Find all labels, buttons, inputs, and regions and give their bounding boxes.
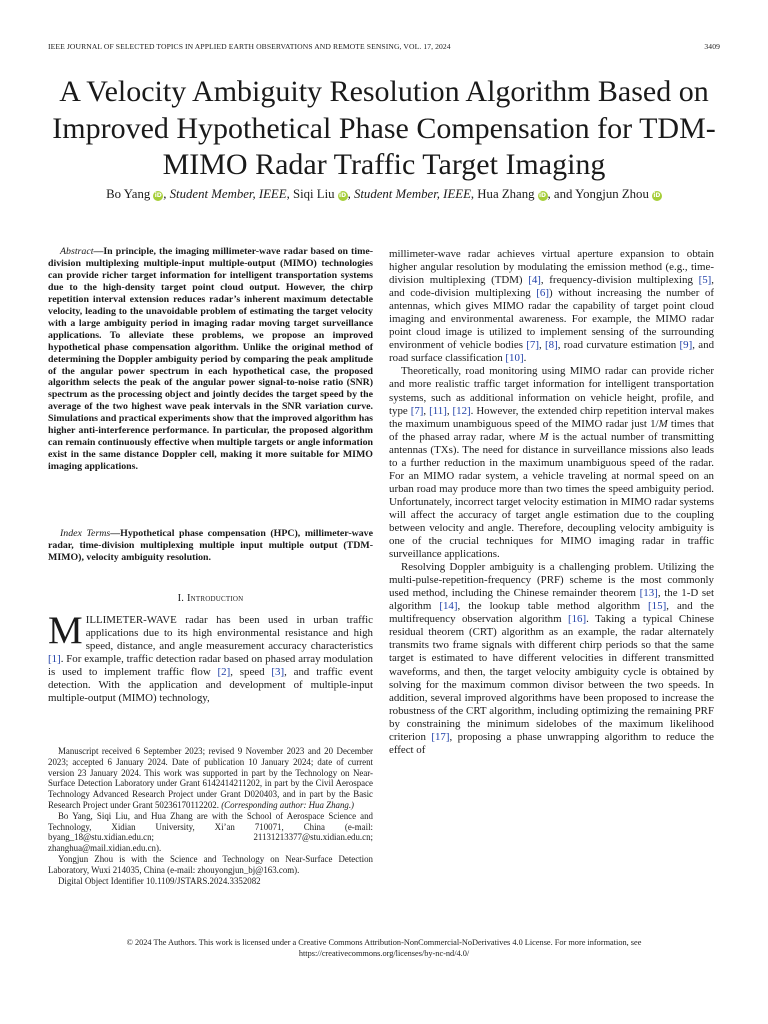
body-text: , frequency-division multiplexing [540, 274, 699, 287]
math-symbol: M [539, 430, 549, 443]
license-text: © 2024 The Authors. This work is licensed under a Creative Commons Attribution-NonCommercial-NoDerivatives 4.0 License. For more information, see [126, 938, 642, 947]
body-text: , [538, 339, 546, 352]
citation-link[interactable]: [15] [648, 600, 667, 613]
citation-link[interactable]: [16] [567, 613, 587, 626]
abstract-text: —In principle, the imaging millimeter-wave radar based on time-division multiplexing multiple-input multiple-output (MIMO) technologies can provide richer target information for intelligent transportation systems due to the high-density target point cloud output. However, the chirp repetition interval extension reduces radar’s inherent maximum detectable velocity, leading to the unavoidable problem of estimating the target velocity with a large ambiguity period in imaging radar moving target surveillance applications. To alleviate these problems, we propose an improved hypothetical phase compensation algorithm. Unlike the original method of determining the Doppler ambiguity period by comparing the peak amplitude of the angular power spectrum in each hypothetical case, the proposed algorithm selects the peak of the angular power signal-to-noise ratio (SNR) spectrum as the processing object and jointly decides the target speed by the average of the two highest wave peak intervals in the SNR variation curve. Simulations and practical experiments show that the improved algorithm has higher anti-interference performance. In particular, the proposed algorithm can remain continuously effective when multiple targets or angle information exist in the same distance Doppler cell, making it more suitable for MIMO imaging applications. [48, 246, 373, 473]
orcid-icon[interactable]: iD [339, 192, 347, 199]
citation-link[interactable]: [13] [639, 587, 658, 600]
body-text: . For example, traffic detection radar based on phased array modulation is used to implement traffic flow [48, 653, 373, 679]
author-name: , Siqi Liu [286, 187, 335, 201]
affiliation-note: Yongjun Zhou is with the Science and Technology on Near-Surface Detection Laboratory, Wuxi 214035, China (e-mail: zhouyongjun_bj@163.com). [48, 853, 373, 875]
body-text: , and the multifrequency observation algorithm [389, 600, 714, 626]
body-text: millimeter-wave radar achieves virtual aperture expansion to obtain higher angular resolution by modulating the emission method (e.g., time-division multiplexing (TDM) [389, 248, 714, 287]
citation-link[interactable]: [5] [698, 274, 712, 287]
citation-link[interactable]: [2] [217, 666, 231, 679]
body-text: . Taking a typical Chinese residual theorem (CRT) algorithm as an example, the radar alternately transmits two frame signals with different chirp periods so that the same target is estimated to have different velocities in different transmitted waveforms, and then, the target velocity ambiguity cycle is obtained by solving for the maximum common divisor between the two speeds. In addition, several improved algorithms have been proposed to increase the robustness of the CRT algorithm, including optimizing the remaining PRF by constraining the minimum sidelobes of the maximum likelihood criterion [389, 613, 714, 743]
citation-link[interactable]: [6] [536, 287, 549, 300]
section-heading: I. Introduction [177, 593, 244, 604]
citation-link[interactable]: [7] [410, 404, 424, 417]
body-text: Theoretically, road monitoring using MIMO radar can provide richer and more realistic traffic target information for intelligent transportation systems, such as additional information on vehicle height, profile, and type [389, 365, 714, 417]
index-terms [48, 528, 373, 564]
body-text: , [423, 404, 430, 417]
journal-name: IEEE JOURNAL OF SELECTED TOPICS IN APPLIED EARTH OBSERVATIONS AND REMOTE SENSING, VOL. 17, 2024 [48, 42, 451, 51]
manuscript-note: Manuscript received 6 September 2023; revised 9 November 2023 and 20 December 2023; accepted 6 January 2024. Date of publication 10 January 2024; date of current version 23 January 2024. This work was supported in part by the Technology on Near-Surface Detection Laboratory under Grant 6142414211202, in part by the Civil Aerospace Technology Advanced Research Project under Grant D020403, and in part by the Basic Research Project under Grant 50236170112202. [48, 746, 373, 810]
body-text: , and traffic event detection. With the application and development of multiple-input multiple-output (MIMO) technology, [48, 666, 373, 705]
citation-link[interactable]: [7] [526, 339, 539, 352]
right-column [389, 248, 714, 757]
corresponding-author: (Corresponding author: Hua Zhang.) [218, 799, 354, 810]
body-text: , the 1-D set algorithm [389, 587, 714, 613]
author-name: Bo Yang [106, 187, 151, 201]
citation-link[interactable]: [10] [505, 352, 524, 365]
body-text: , road curvature estimation [557, 339, 680, 352]
drop-cap: M [48, 609, 83, 652]
body-text: , speed [230, 666, 272, 679]
body-text: is the actual number of transmitting antennas (TXs). The need for distance in surveillance missions also leads to a further reduction in the maximum unambiguous speed of the radar. For an MIMO radar system, a vehicle traveling at normal speed on an urban road may produce more than two times the speed ambiguity period. Unfortunately, incorrect target velocity estimation in MIMO radar systems will affect the accuracy of target angle estimation due to the coupling between velocity and angle. Therefore, decoupling velocity ambiguity is one of the crucial techniques for MIMO imaging radar in traffic surveillance applications. [389, 430, 714, 561]
orcid-icon[interactable]: iD [154, 192, 162, 199]
body-text: times that of the phased array radar, where [389, 417, 715, 443]
citation-link[interactable]: [11] [429, 404, 447, 417]
author-role: , Student Member, IEEE [163, 187, 287, 201]
index-terms-text: —Hypothetical phase compensation (HPC), millimeter-wave radar, time-division multiplexing multiple input multiple output (TDM-MIMO), velocity ambiguity resolution. [48, 528, 373, 563]
body-text: , and code-division multiplexing [389, 274, 714, 300]
paper-title: A Velocity Ambiguity Resolution Algorithm Based on Improved Hypothetical Phase Compensation for TDM-MIMO Radar Traffic Target Imaging [52, 75, 716, 181]
math-symbol: M [658, 417, 668, 430]
author-list [40, 187, 728, 202]
citation-link[interactable]: [12] [452, 404, 471, 417]
license-url[interactable]: https://creativecommons.org/licenses/by-nc-nd/4.0/ [298, 948, 470, 958]
citation-link[interactable]: [1] [48, 653, 61, 666]
abstract-label: Abstract [60, 246, 94, 257]
author-name: , Hua Zhang [470, 187, 535, 201]
body-text: . However, the extended chirp repetition interval makes the maximum unambiguous speed of the MIMO radar just 1/ [389, 404, 714, 430]
author-name: , and Yongjun Zhou [547, 187, 649, 201]
author-role: , Student Member, IEEE [347, 187, 471, 201]
citation-link[interactable]: [9] [679, 339, 693, 352]
index-terms-label: Index Terms [60, 528, 111, 539]
page-number: 3409 [704, 42, 720, 51]
citation-link[interactable]: [4] [528, 274, 541, 287]
lead-word: ILLIMETER-WAVE [85, 614, 177, 626]
affiliation-note: Bo Yang, Siqi Liu, and Hua Zhang are with the School of Aerospace Science and Technology, Xidian University, Xi’an 710071, China (e-mail: byang_18@stu.xidian.edu.cn; 21131213377@stu.xidian.edu.cn; zhanghua@mail.xidian.edu.cn). [48, 810, 373, 854]
body-text: , and road surface classification [389, 339, 715, 365]
citation-link[interactable]: [8] [545, 339, 558, 352]
body-text: ) without increasing the number of antennas, which gives MIMO radar the capability of target point cloud imaging and environmental awareness. For example, the MIMO radar point cloud image is utilized to implement sensing of the surrounding environment of vehicle bodies [389, 287, 714, 352]
license-notice [48, 938, 720, 960]
body-text: . [523, 352, 527, 365]
body-text: , the lookup table method algorithm [457, 600, 649, 613]
doi-note: Digital Object Identifier 10.1109/JSTARS.2024.3352082 [58, 875, 261, 886]
body-text: Resolving Doppler ambiguity is a challenging problem. Utilizing the multi-pulse-repetition-frequency (PRF) scheme is the most commonly used method, including the Chinese remainder theorem [389, 561, 714, 600]
body-text: , proposing a phase unwrapping algorithm to reduce the effect of [389, 730, 714, 756]
orcid-icon[interactable]: iD [653, 192, 661, 199]
body-text: radar has been used in urban traffic applications due to its high environmental resistance and high speed, distance, and angle measurement accuracy characteristics [85, 614, 373, 653]
citation-link[interactable]: [3] [271, 666, 285, 679]
footnote [48, 746, 373, 886]
citation-link[interactable]: [14] [439, 600, 458, 613]
running-header [48, 42, 720, 51]
citation-link[interactable]: [17] [431, 730, 450, 743]
body-text: , [446, 404, 453, 417]
orcid-icon[interactable]: iD [539, 192, 547, 199]
abstract [48, 246, 373, 473]
intro-paragraph [48, 609, 373, 705]
